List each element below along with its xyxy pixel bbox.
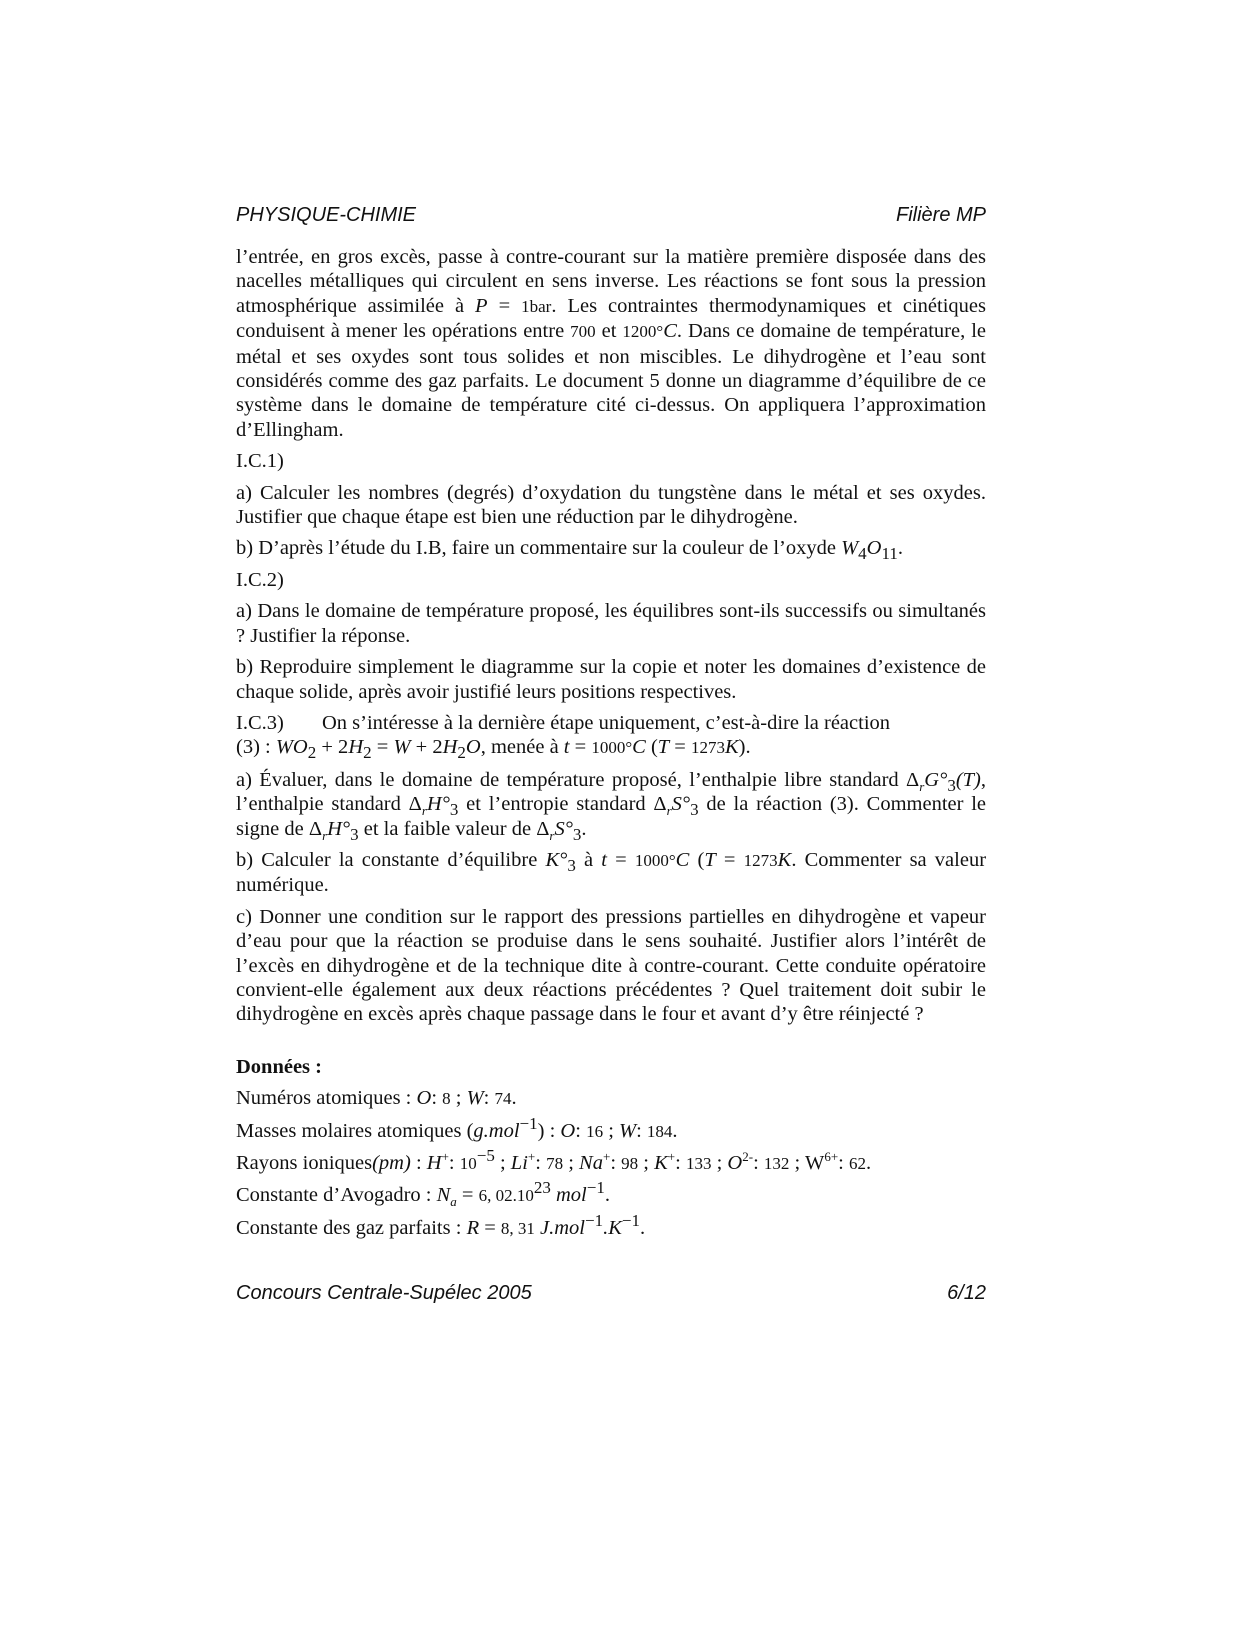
ion-li: Li	[510, 1152, 528, 1174]
ion-o-value: 132	[763, 1154, 790, 1173]
sep-h: ;	[494, 1152, 511, 1174]
question-2b: b) Reproduire simplement le diagramme sur la copie et noter les domaines d’existence de chaque solide, après avoir justifié leurs positions respectives.	[236, 656, 986, 703]
temp-high: 1200°	[622, 322, 664, 342]
k-standard: K°	[545, 848, 568, 871]
gaz-unit-1-exp: −1	[585, 1210, 604, 1230]
dot-2: .	[672, 1119, 678, 1142]
ion-li-value: 78	[546, 1154, 564, 1173]
s-standard-2: S°	[554, 817, 573, 840]
page-body	[236, 245, 986, 1248]
g-sub: 3	[947, 775, 956, 795]
footer-page-number: 6/12	[947, 1282, 986, 1304]
colon: :	[431, 1087, 443, 1110]
T-value: 1273	[690, 738, 725, 758]
oxide-o: O	[866, 537, 882, 560]
dot-3: .	[866, 1152, 872, 1174]
ion-h-charge: +	[441, 1149, 449, 1165]
o-z: 8	[442, 1089, 451, 1109]
q3b-text-1: b) Calculer la constante d’équilibre	[236, 848, 546, 871]
product-w: W	[393, 736, 411, 759]
rayons-label: Rayons ioniques	[236, 1152, 373, 1174]
donnees-avogadro	[236, 1178, 986, 1210]
q3b-text-3: . Commenter sa valeur numérique.	[236, 848, 987, 897]
sep: ;	[450, 1087, 467, 1110]
gaz-unit-1: J.mol	[534, 1216, 586, 1239]
q3a-text-3: et l’entropie standard	[458, 793, 654, 816]
avogadro-unit-exp: −1	[586, 1178, 605, 1198]
colon-h: :	[448, 1152, 460, 1174]
ion-na-value: 98	[621, 1154, 639, 1173]
s-standard: S°	[671, 793, 691, 816]
t-equals: =	[569, 736, 592, 759]
ion-na: Na	[579, 1152, 603, 1174]
avogadro-exp: 23	[533, 1178, 551, 1198]
dot-5: .	[640, 1216, 646, 1239]
dot: .	[511, 1087, 517, 1110]
question-1a: a) Calculer les nombres (degrés) d’oxydation du tungstène dans le métal et ses oxydes. Justifier que chaque étape est bien une réduction par le dihydrogène.	[236, 481, 986, 529]
intro-text-2: . Les contraintes thermodynamiques et cinétiques conduisent à mener les opérations entre	[236, 294, 986, 343]
colon-w: :	[838, 1152, 849, 1174]
rayons-colon: :	[410, 1152, 427, 1174]
colon-2: :	[483, 1087, 495, 1110]
gaz-label: Constante des gaz parfaits :	[236, 1216, 467, 1239]
h-standard: H°	[426, 793, 450, 816]
rayons-unit: (pm)	[372, 1152, 411, 1174]
colon-3: :	[575, 1119, 587, 1142]
w-mass: 184	[646, 1121, 673, 1141]
t-var: t	[563, 736, 570, 759]
delta-g: Δ	[906, 768, 920, 791]
ion-h: H	[426, 1152, 442, 1174]
question-label-3: I.C.3)	[236, 711, 284, 734]
ion-w-value: 62	[849, 1154, 866, 1173]
header-track: Filière MP	[895, 204, 986, 226]
t-unit: C	[632, 736, 646, 759]
donnees-gaz	[236, 1210, 986, 1241]
product-h2o-sub: 2	[457, 743, 466, 763]
avogadro-unit: mol	[550, 1184, 587, 1207]
ion-w: W	[804, 1152, 825, 1174]
avogadro-label: Constante d’Avogadro :	[236, 1184, 437, 1207]
question-2a: a) Dans le domaine de température proposé, les équilibres sont-ils successifs ou simultanés ? Justifier la réponse.	[236, 600, 986, 647]
question-3b	[236, 848, 986, 898]
T-equals-2: =	[715, 848, 744, 871]
T-equals: =	[669, 736, 691, 759]
avogadro-number: 6, 02.10	[478, 1186, 534, 1206]
T-unit: K	[724, 736, 739, 759]
reactant-h2-sub: 2	[363, 743, 372, 763]
delta-s-2: Δ	[536, 817, 550, 840]
reactant-wo2: WO	[275, 736, 308, 759]
numeros-label: Numéros atomiques :	[236, 1087, 417, 1110]
colon-4: :	[636, 1119, 647, 1142]
q3a-text-2: , l’enthalpie standard	[236, 768, 986, 816]
colon-k: :	[675, 1152, 686, 1174]
t-equals-2: =	[606, 848, 635, 871]
reactant-wo2-sub: 2	[307, 743, 317, 763]
g-standard: G°	[924, 768, 948, 791]
equals: =	[487, 294, 522, 317]
delta-s-r-2: r	[549, 827, 555, 843]
ion-h-value: 10	[459, 1154, 477, 1173]
donnees-numeros	[236, 1086, 986, 1111]
masses-label: Masses molaires atomiques	[236, 1119, 467, 1142]
colon-na: :	[610, 1152, 622, 1174]
ion-li-charge: +	[527, 1149, 536, 1165]
ion-k-charge: +	[667, 1149, 676, 1165]
t-value-2: 1000°	[634, 850, 676, 870]
product-h2o-o: O	[465, 736, 481, 759]
k-sub: 3	[567, 856, 576, 876]
element-w: W	[466, 1087, 484, 1110]
reaction-equals: =	[371, 736, 394, 759]
masses-unit-exp: −1	[519, 1113, 538, 1133]
T-value-2: 1273	[743, 850, 778, 870]
reaction-number: (3) :	[236, 736, 276, 759]
temp-unit: C	[663, 320, 677, 343]
ion-k: K	[654, 1152, 668, 1174]
colon-li: :	[535, 1152, 547, 1174]
intro-paragraph	[236, 245, 986, 442]
ion-k-value: 133	[685, 1154, 712, 1173]
gaz-unit-2: .K	[603, 1216, 622, 1239]
ion-h-exp: −5	[476, 1146, 495, 1166]
h-sub: 3	[449, 800, 459, 820]
t-unit-2: C	[675, 848, 690, 871]
menee-text: , menée à	[480, 736, 564, 759]
gaz-unit-2-exp: −1	[621, 1210, 641, 1230]
oxide-o-sub: 11	[881, 544, 898, 564]
s-sub-2: 3	[572, 824, 582, 844]
element-o-2: O	[560, 1119, 576, 1142]
T-open: (	[645, 736, 658, 759]
g-temp: (T)	[955, 768, 981, 791]
ion-o: O	[727, 1152, 743, 1174]
product-h2o-h: H	[442, 736, 458, 759]
delta-g-r: r	[919, 778, 925, 794]
t-var-2: t	[601, 848, 607, 871]
dot-4: .	[604, 1184, 610, 1207]
T-var-2: T	[704, 848, 716, 871]
element-o: O	[416, 1087, 432, 1110]
donnees-title: Données :	[236, 1055, 322, 1078]
oxide-w: W	[841, 537, 859, 560]
paren-open: (	[466, 1119, 474, 1142]
intro-text-1: l’entrée, en gros excès, passe à contre-courant sur la matière première disposée dans des nacelles métalliques qui circulent en sens inverse. Les réactions se font sous la pression atmosphérique assimilée à	[236, 246, 986, 317]
colon-o: :	[753, 1152, 764, 1174]
ion-w-charge: 6+	[824, 1149, 839, 1165]
T-close: ).	[738, 736, 751, 759]
question-label-2: I.C.2)	[236, 568, 284, 591]
T-var: T	[657, 736, 670, 759]
gaz-equals: =	[479, 1216, 501, 1239]
gaz-var: R	[466, 1216, 480, 1239]
o-mass: 16	[586, 1121, 604, 1141]
temp-low: 700	[570, 322, 596, 342]
s-sub: 3	[690, 800, 699, 820]
sep-o: ;	[789, 1152, 805, 1174]
question-3a	[236, 768, 986, 844]
ion-na-charge: +	[602, 1149, 611, 1165]
T-unit-2: K	[777, 848, 792, 871]
delta-s-r: r	[666, 803, 672, 819]
delta-h-r: r	[421, 803, 427, 819]
element-w-2: W	[619, 1119, 637, 1142]
T-open-2: (	[689, 848, 705, 871]
q1b-text: b) D’après l’étude du I.B, faire un commentaire sur la couleur de l’oxyde	[236, 537, 842, 560]
h-standard-2: H°	[327, 817, 351, 840]
header-subject: PHYSIQUE-CHIMIE	[236, 204, 417, 226]
paren-close: ) :	[537, 1119, 561, 1142]
avogadro-equals: =	[456, 1184, 479, 1207]
and-word: et	[595, 320, 623, 343]
reactant-h2: H	[348, 736, 364, 759]
sep-2: ;	[603, 1119, 620, 1142]
sep-li: ;	[563, 1152, 580, 1174]
oxide-w-sub: 4	[858, 544, 867, 564]
gaz-number: 8, 31	[500, 1218, 535, 1238]
q3a-text-4: de la réaction (3). Commenter le signe de	[236, 793, 986, 840]
question-1b	[236, 536, 986, 564]
avogadro-var: N	[436, 1184, 451, 1207]
h-sub-2: 3	[350, 824, 359, 844]
delta-h: Δ	[408, 793, 422, 816]
delta-h-2: Δ	[308, 817, 323, 840]
plus-1: + 2	[316, 736, 349, 759]
q3a-text-5: et la faible valeur de	[358, 817, 537, 840]
q3a-end: .	[581, 817, 587, 840]
delta-h-r-2: r	[322, 827, 328, 843]
pressure-value: 1bar	[521, 296, 552, 316]
ion-o-charge: 2-	[742, 1149, 754, 1165]
footer-contest: Concours Centrale-Supélec 2005	[236, 1282, 532, 1304]
question-3-intro	[236, 711, 986, 761]
q3-intro-text: On s’intéresse à la dernière étape uniquement, c’est-à-dire la réaction	[322, 711, 891, 734]
intro-text-3: . Dans ce domaine de température, le métal et ses oxydes sont tous solides et non miscibles. Le dihydrogène et l’eau sont considérés comme des gaz parfaits. Le document 5 donne un diagramme d’équilibre de ce système dans le domaine de température cité ci-dessus. On appliquera l’approximation d’Ellingham.	[236, 320, 986, 441]
masses-unit: g.mol	[473, 1119, 520, 1142]
plus-2: + 2	[410, 736, 443, 759]
question-label-1: I.C.1)	[236, 450, 284, 473]
q3a-text-1: a) Évaluer, dans le domaine de température proposé, l’enthalpie libre standard	[236, 768, 907, 791]
q1b-end: .	[897, 537, 903, 560]
sep-na: ;	[638, 1152, 655, 1174]
pressure-var: P	[475, 294, 488, 317]
question-3c: c) Donner une condition sur le rapport des pressions partielles en dihydrogène et vapeur d’eau pour que la réaction se produise dans le sens souhaité. Justifier alors l’intérêt de l’excès en dihydrogène et de la technique dite à contre-courant. Cette conduite opératoire convient-elle également aux deux réactions précédentes ? Quel traitement doit subir le dihydrogène en excès après chaque passage dans le four et avant d’y être réinjecté ?	[236, 905, 986, 1026]
w-z: 74	[494, 1089, 512, 1109]
t-value: 1000°	[591, 738, 633, 758]
donnees-masses	[236, 1113, 986, 1144]
avogadro-sub: a	[450, 1194, 457, 1210]
delta-s: Δ	[653, 793, 667, 816]
donnees-rayons	[236, 1146, 986, 1176]
sep-k: ;	[711, 1152, 728, 1174]
q3b-text-2: à	[575, 848, 602, 871]
